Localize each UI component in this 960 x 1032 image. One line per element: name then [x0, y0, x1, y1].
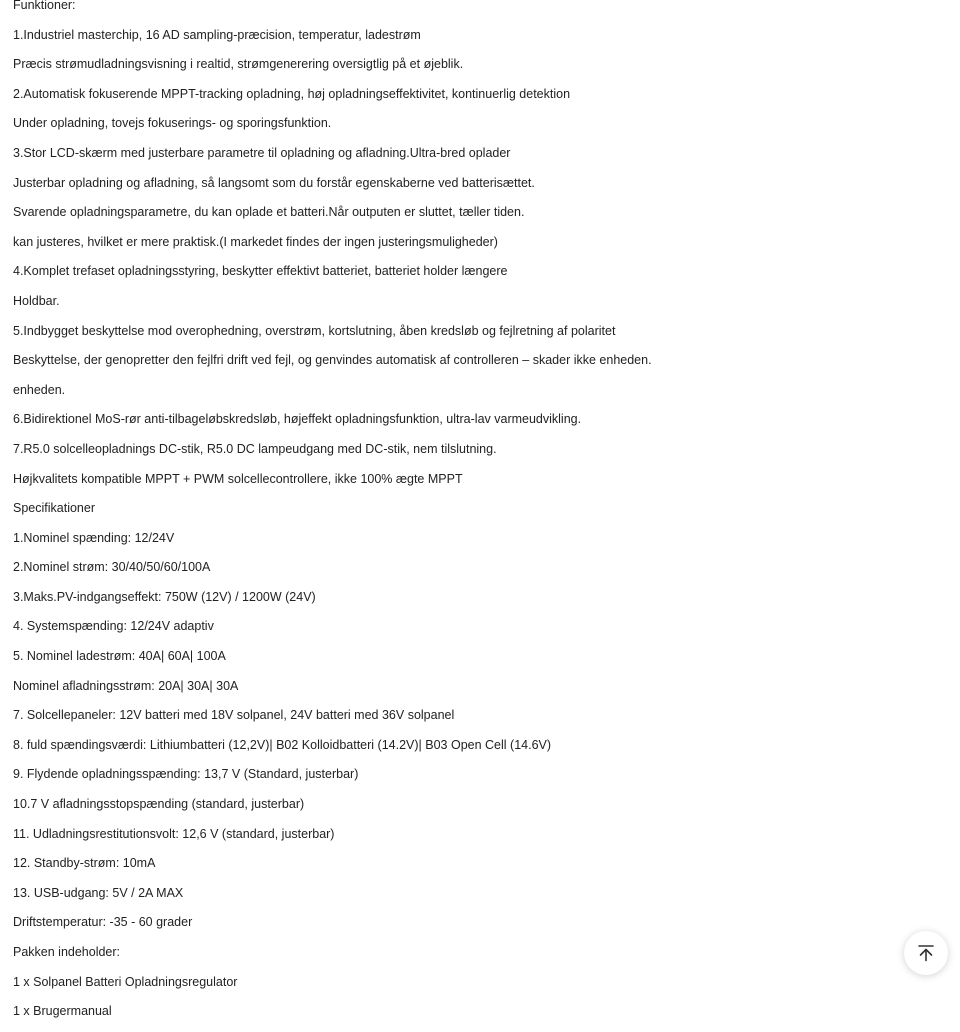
spec-line: 7. Solcellepaneler: 12V batteri med 18V solpanel, 24V batteri med 36V solpanel: [13, 708, 455, 723]
spec-line: 3.Maks.PV-indgangseffekt: 750W (12V) / 1200W (24V): [13, 589, 316, 604]
back-to-top-button[interactable]: [904, 931, 948, 975]
text-line: 3.Stor LCD-skærm med justerbare parametre til opladning og afladning.Ultra-bred oplader: [13, 145, 511, 160]
text-line: enheden.: [13, 382, 66, 397]
text-line: 2.Automatisk fokuserende MPPT-tracking opladning, høj opladningseffektivitet, kontinuerlig detektion: [13, 86, 571, 101]
product-description: [13, 0, 933, 1027]
package-item: 1 x Brugermanual: [13, 1004, 112, 1019]
text-line: 7.R5.0 solcelleopladnings DC-stik, R5.0 DC lampeudgang med DC-stik, nem tilslutning.: [13, 441, 497, 456]
text-line: 1.Industriel masterchip, 16 AD sampling-præcision, temperatur, ladestrøm: [13, 27, 421, 42]
text-line: 6.Bidirektionel MoS-rør anti-tilbageløbskredsløb, højeffekt opladningsfunktion, ultra-lav varmeudvikling.: [13, 412, 582, 427]
text-line: Beskyttelse, der genopretter den fejlfri drift ved fejl, og genvindes automatisk af controlleren – skader ikke enheden.: [13, 353, 652, 368]
arrow-to-top-icon: [917, 944, 935, 962]
text-line: Holdbar.: [13, 293, 60, 308]
spec-line: 4. Systemspænding: 12/24V adaptiv: [13, 619, 214, 634]
spec-line: 8. fuld spændingsværdi: Lithiumbatteri (12,2V)| B02 Kolloidbatteri (14.2V)| B03 Open Cell (14.6V): [13, 737, 552, 752]
text-line: kan justeres, hvilket er mere praktisk.(I markedet findes der ingen justeringsmuligheder): [13, 234, 498, 249]
text-line: Justerbar opladning og afladning, så langsomt som du forstår egenskaberne ved batterisættet.: [13, 175, 535, 190]
spec-line: 2.Nominel strøm: 30/40/50/60/100A: [13, 560, 211, 575]
text-line: 5.Indbygget beskyttelse mod overophedning, overstrøm, kortslutning, åben kredsløb og fejlretning af polaritet: [13, 323, 616, 338]
spec-line: 10.7 V afladningsstopspænding (standard, justerbar): [13, 797, 305, 812]
spec-line: Nominel afladningsstrøm: 20A| 30A| 30A: [13, 678, 239, 693]
spec-line: 5. Nominel ladestrøm: 40A| 60A| 100A: [13, 649, 226, 664]
text-line: Under opladning, tovejs fokuserings- og sporingsfunktion.: [13, 116, 332, 131]
section-heading-specifications: Specifikationer: [13, 501, 95, 516]
spec-line: 9. Flydende opladningsspænding: 13,7 V (Standard, justerbar): [13, 767, 359, 782]
spec-line: 13. USB-udgang: 5V / 2A MAX: [13, 885, 184, 900]
text-line: Svarende opladningsparametre, du kan oplade et batteri.Når outputen er sluttet, tæller tiden.: [13, 205, 525, 220]
text-line: Funktioner:: [13, 0, 76, 12]
package-item: 1 x Solpanel Batteri Opladningsregulator: [13, 974, 238, 989]
spec-line: 1.Nominel spænding: 12/24V: [13, 530, 175, 545]
text-line: 4.Komplet trefaset opladningsstyring, beskytter effektivt batteriet, batteriet holder længere: [13, 264, 508, 279]
spec-line: Driftstemperatur: -35 - 60 grader: [13, 915, 193, 930]
text-line: Højkvalitets kompatible MPPT + PWM solcellecontrollere, ikke 100% ægte MPPT: [13, 471, 463, 486]
spec-line: 12. Standby-strøm: 10mA: [13, 856, 156, 871]
spec-line: 11. Udladningsrestitutionsvolt: 12,6 V (standard, justerbar): [13, 826, 335, 841]
section-heading-package: Pakken indeholder:: [13, 945, 121, 959]
text-line: Præcis strømudladningsvisning i realtid, strømgenerering oversigtlig på et øjeblik.: [13, 57, 464, 72]
